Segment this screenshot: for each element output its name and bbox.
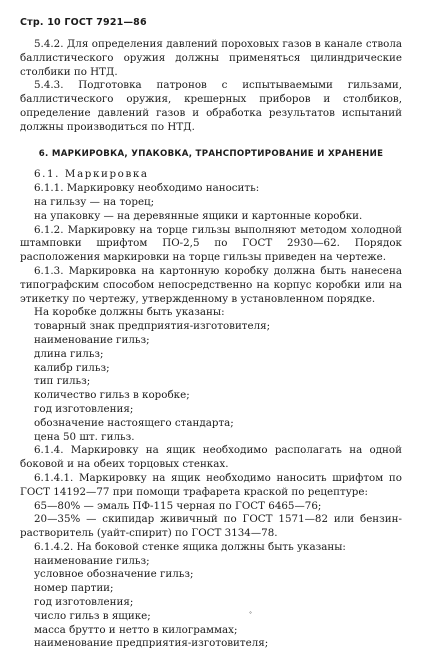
list-item: номер партии; [34,582,114,595]
recipe-line-2: 20—35% — скипидар живичный по ГОСТ 1571—82 или бензин-растворитель (уайт-спирит) по ГОСТ 3134—78. [20,513,402,540]
list-item: длина гильз; [34,347,104,360]
paragraph-6-1-1-b: на упаковку — на деревянные ящики и картонные коробки. [34,209,363,222]
list-item: год изготовления; [34,402,134,415]
list-item: наименование гильз; [34,333,150,346]
paragraph-5-4-2: 5.4.2. Для определения давлений пороховых газов в канале ствола баллистического оружия должны применяться цилиндрические столбики по НТД. [20,38,402,78]
list-item: обозначение настоящего стандарта; [34,416,234,429]
paragraph-6-1-4: 6.1.4. Маркировку на ящик необходимо располагать на одной боковой и на обеих торцовых стенках. [20,444,402,471]
scan-mark: ° [249,611,252,618]
list-item: товарный знак предприятия-изготовителя; [34,320,271,333]
recipe-line-1: 65—80% — эмаль ПФ-115 черная по ГОСТ 6465—76; [34,499,322,512]
paragraph-6-1-4-1: 6.1.4.1. Маркировку на ящик необходимо наносить шрифтом по ГОСТ 14192—77 при помощи трафарета краской по рецептуре: [20,471,402,498]
list-item: масса брутто и нетто в килограммах; [34,623,238,636]
list-item: наименование гильз; [34,554,150,567]
list-item: число гильз в ящике; [34,609,151,622]
paragraph-6-1-2: 6.1.2. Маркировку на торце гильзы выполняют методом холодной штамповки шрифтом ПО-2,5 по ГОСТ 2930—62. Порядок расположения маркировки на торце гильзы приведен на чертеже. [20,223,402,264]
paragraph-5-4-3: 5.4.3. Подготовка патронов с испытываемыми гильзами, баллистического оружия, крешерных приборов и столбиков, определение давлений газов и обработка результатов испытаний должны производиться по НТД. [20,79,402,133]
section-title: 6. МАРКИРОВКА, УПАКОВКА, ТРАНСПОРТИРОВАНИЕ И ХРАНЕНИЕ [38,148,384,159]
paragraph-6-1-1-a: на гильзу — на торец; [34,195,155,208]
page-header: Стр. 10 ГОСТ 7921—86 [20,17,147,28]
box-intro: На коробке должны быть указаны: [34,306,225,319]
list-item: наименование предприятия-изготовителя; [34,637,269,650]
list-item: цена 50 шт. гильз. [34,430,135,443]
list-item: год изготовления; [34,596,134,609]
list-item: условное обозначение гильз; [34,568,194,581]
list-item: количество гильз в коробке; [34,389,190,402]
list-item: калибр гильз; [34,361,110,374]
paragraph-6-1-4-2: 6.1.4.2. На боковой стенке ящика должны быть указаны: [34,540,346,553]
page-body [20,38,402,651]
list-item: тип гильз; [34,375,91,388]
paragraph-6-1-3: 6.1.3. Маркировка на картонную коробку должна быть нанесена типографским способом непосредственно на корпус коробки или на этикетку по чертежу, утвержденному в установленном порядке. [20,264,402,305]
paragraph-6-1-1: 6.1.1. Маркировку необходимо наносить: [34,182,260,195]
paragraph-6-1: 6.1. Маркировка [34,168,149,181]
